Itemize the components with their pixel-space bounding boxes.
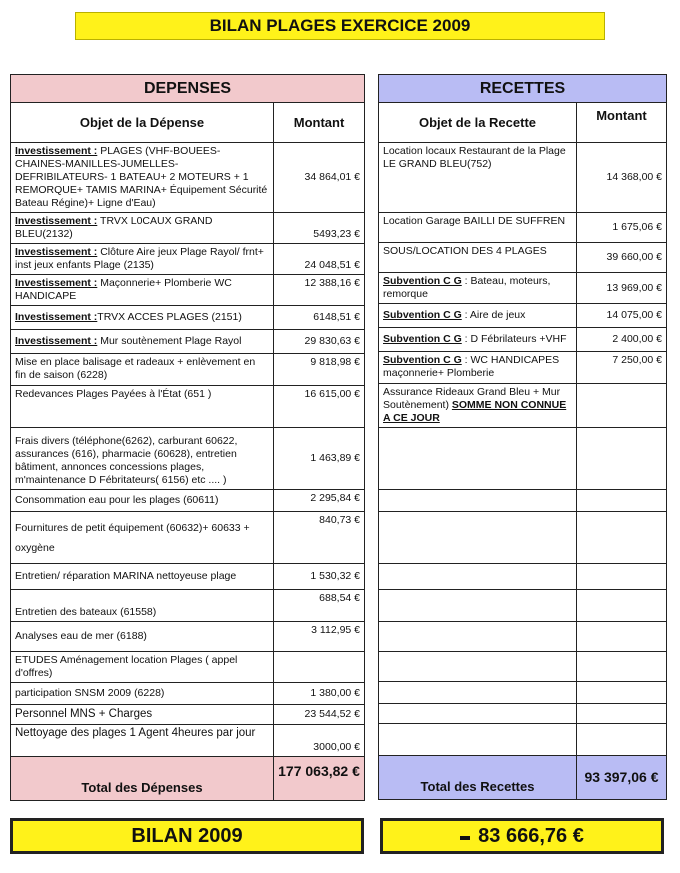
row-prefix: Investissement : [15, 311, 98, 323]
table-row [379, 428, 667, 490]
table-row [379, 512, 667, 564]
table-row [379, 143, 667, 213]
table-row [11, 213, 365, 244]
row-amount: 3 112,95 € [274, 622, 365, 652]
table-row [11, 244, 365, 275]
table-row [11, 622, 365, 652]
row-text: : D Fébrilateurs +VHF [461, 333, 567, 345]
row-text: Location Garage BAILLI DE SUFFREN [383, 215, 566, 227]
table-row [11, 652, 365, 683]
depenses-header: DEPENSES [11, 75, 365, 103]
row-text: Location locaux Restaurant de la Plage LE GRAND BLEU(752) [383, 145, 566, 170]
minus-sign-icon [460, 836, 470, 840]
row-amount: 2 295,84 € [274, 490, 365, 512]
row-amount: 6148,51 € [274, 306, 365, 330]
row-amount: 13 969,00 € [577, 273, 667, 304]
table-row [379, 352, 667, 384]
row-amount: 14 075,00 € [577, 304, 667, 328]
table-row [379, 724, 667, 756]
row-amount: 1 463,89 € [274, 428, 365, 490]
table-row [379, 704, 667, 724]
depenses-col-amount: Montant [274, 103, 365, 143]
row-text: : Aire de jeux [461, 309, 526, 321]
row-amount: 3000,00 € [274, 725, 365, 757]
row-text: Redevances Plages Payées à l'État (651 ) [15, 388, 212, 400]
table-row [11, 306, 365, 330]
row-amount: 14 368,00 € [577, 143, 667, 213]
row-text: SOUS/LOCATION DES 4 PLAGES [383, 245, 547, 257]
row-text: PLAGES (VHF-BOUEES-CHAINES-MANILLES-JUMELLES-DEFRIBILATEURS- 1 BATEAU+ 2 MOTEURS + 1 REMORQUE+ TAMIS MARINA+ Équipement Sécurité Bateau Régine)+ Ligne d'Eau) [15, 145, 268, 209]
total-recettes-label: Total des Recettes [379, 756, 577, 800]
row-amount: 34 864,01 € [274, 143, 365, 213]
depenses-table [10, 74, 365, 801]
table-row [379, 384, 667, 428]
table-row [11, 590, 365, 622]
row-prefix: Subvention C G [383, 354, 462, 366]
row-amount: 688,54 € [274, 590, 365, 622]
table-row [11, 564, 365, 590]
row-prefix: Investissement : [15, 246, 98, 258]
row-text: TRVX L0CAUX GRAND BLEU(2132) [15, 215, 213, 240]
row-text: Assurance Rideaux Grand Bleu + Mur Soutènement) [383, 386, 561, 411]
row-amount: 9 818,98 € [274, 354, 365, 386]
row-prefix: Subvention C G [383, 309, 462, 321]
row-text: Personnel MNS + Charges [15, 708, 153, 720]
recettes-header: RECETTES [379, 75, 667, 103]
row-amount: 840,73 € [274, 512, 365, 564]
recettes-col-object: Objet de la Recette [379, 103, 577, 143]
table-row [379, 304, 667, 328]
row-text: Entretien/ réparation MARINA nettoyeuse plage [15, 570, 237, 582]
row-text: participation SNSM 2009 (6228) [15, 687, 165, 699]
bilan-amount-box [380, 818, 664, 854]
row-prefix: Investissement : [15, 215, 98, 227]
row-text: Fournitures de petit équipement (60632)+ 60633 + oxygène [15, 521, 250, 554]
table-row [379, 564, 667, 590]
depenses-col-object: Objet de la Dépense [11, 103, 274, 143]
table-row [11, 386, 365, 428]
total-depenses-label: Total des Dépenses [11, 757, 274, 801]
table-row [11, 705, 365, 725]
row-text: Maçonnerie+ Plomberie WC HANDICAPE [15, 277, 232, 302]
table-row [379, 328, 667, 352]
table-row [11, 725, 365, 757]
row-text: : Bateau, moteurs, remorque [383, 275, 551, 300]
row-prefix: Subvention C G [383, 275, 462, 287]
table-row [379, 273, 667, 304]
total-recettes-amount: 93 397,06 € [577, 756, 667, 800]
table-row [11, 428, 365, 490]
row-text: Frais divers (téléphone(6262), carburant 60622, assurances (616), pharmacie (60628), entretien bâtiment, annonces concessions plages, m'maintenance D Fébritateurs( 6156) etc .... ) [15, 435, 238, 486]
table-row [11, 275, 365, 306]
table-row [11, 512, 365, 564]
total-depenses-amount: 177 063,82 € [274, 757, 365, 801]
row-amount: 29 830,63 € [274, 330, 365, 354]
row-amount: 12 388,16 € [274, 275, 365, 306]
table-row [11, 490, 365, 512]
row-prefix: Investissement : [15, 335, 98, 347]
table-row [11, 330, 365, 354]
row-amount: 7 250,00 € [577, 352, 667, 384]
row-amount: 16 615,00 € [274, 386, 365, 428]
row-text: Clôture Aire jeux Plage Rayol/ frnt+ inst jeux enfants Plage (2135) [15, 246, 264, 271]
row-amount: 2 400,00 € [577, 328, 667, 352]
table-row [379, 590, 667, 622]
row-amount: 1 530,32 € [274, 564, 365, 590]
row-text: Mur soutènement Plage Rayol [97, 335, 242, 347]
row-text: Entretien des bateaux (61558) [15, 606, 157, 618]
row-amount: 24 048,51 € [274, 244, 365, 275]
table-row [379, 622, 667, 652]
table-row [379, 243, 667, 273]
row-prefix: Subvention C G [383, 333, 462, 345]
table-row [11, 143, 365, 213]
row-amount: 1 380,00 € [274, 683, 365, 705]
bilan-label: BILAN 2009 [131, 824, 243, 847]
row-amount [577, 384, 667, 428]
row-amount: 39 660,00 € [577, 243, 667, 273]
row-amount [274, 652, 365, 683]
row-amount: 23 544,52 € [274, 705, 365, 725]
table-row [379, 652, 667, 682]
row-text: TRVX ACCES PLAGES (2151) [97, 311, 242, 323]
page-title: BILAN PLAGES EXERCICE 2009 [75, 12, 605, 40]
table-row [11, 683, 365, 705]
row-amount: 1 675,06 € [577, 213, 667, 243]
bilan-amount: 83 666,76 € [478, 824, 584, 847]
table-row [379, 213, 667, 243]
bilan-label-box [10, 818, 364, 854]
table-row [11, 354, 365, 386]
row-suffix: SOMME NON CONNUE A CE JOUR [383, 399, 567, 424]
row-text: Mise en place balisage et radeaux + enlèvement en fin de saison (6228) [15, 356, 256, 381]
table-row [379, 490, 667, 512]
row-prefix: Investissement : [15, 145, 98, 157]
recettes-table [378, 74, 667, 800]
recettes-col-amount: Montant [577, 103, 667, 143]
row-text: Consommation eau pour les plages (60611) [15, 494, 219, 506]
row-text: : WC HANDICAPES maçonnerie+ Plomberie [383, 354, 560, 379]
row-amount: 5493,23 € [274, 213, 365, 244]
row-prefix: Investissement : [15, 277, 98, 289]
row-text: Analyses eau de mer (6188) [15, 630, 147, 642]
row-text: Nettoyage des plages 1 Agent 4heures par jour [15, 727, 256, 739]
table-row [379, 682, 667, 704]
row-text: ETUDES Aménagement location Plages ( appel d'offres) [15, 654, 238, 679]
